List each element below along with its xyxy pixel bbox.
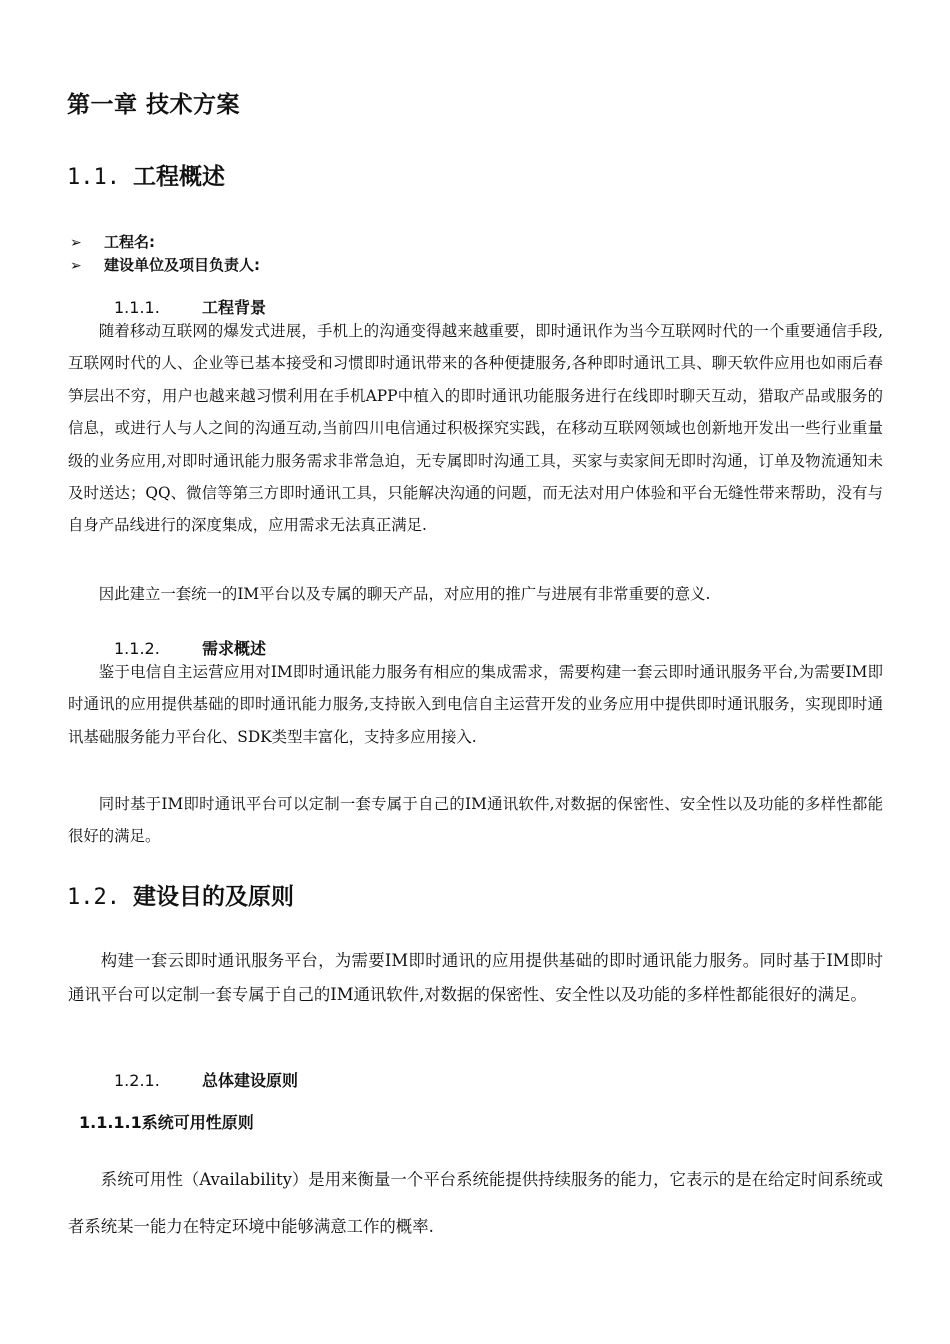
subsection-title: 工程背景 (202, 298, 267, 317)
section-title: 建设目的及原则 (133, 884, 294, 910)
body-paragraph: 随着移动互联网的爆发式进展，手机上的沟通变得越来越重要，即时通讯作为当今互联网时代的一个重要通信手段,互联网时代的人、企业等已基本接受和习惯即时通讯带来的各种便捷服务,各种即时通讯工具、聊天软件应用也如雨后春笋层出不穷，用户也越来越习惯利用在手机APP中植入的即时通讯功能服务进行在线即时聊天互动，猎取产品或服务的信息，或进行人与人之间的沟通互动,当前四川电信通过积极探究实践，在移动互联网领域也创新地开发出一些行业重量级的业务应用,对即时通讯能力服务需求非常急迫，无专属即时沟通工具，买家与卖家间无即时沟通，订单及物流通知未及时送达；QQ、微信等第三方即时通讯工具，只能解决沟通的问题，而无法对用户体验和平台无缝性带来帮助，没有与自身产品线进行的深度集成，应用需求无法真正满足. (68, 322, 883, 535)
bullet-text: 建设单位及项目负责人: (104, 256, 260, 274)
body-paragraph: 构建一套云即时通讯服务平台，为需要IM即时通讯的应用提供基础的即时通讯能力服务。同时基于IM即时通讯平台可以定制一套专属于自己的IM通讯软件,对数据的保密性、安全性以及功能的多样性都能很好的满足。 (68, 951, 883, 1004)
subsection-heading-1-2-1 (114, 1068, 298, 1091)
subsection-title: 需求概述 (202, 639, 267, 658)
body-paragraph: 鉴于电信自主运营应用对IM即时通讯能力服务有相应的集成需求，需要构建一套云即时通讯服务平台,为需要IM即时通讯的应用提供基础的即时通讯能力服务,支持嵌入到电信自主运营开发的业务应用中提供即时通讯服务，实现即时通讯基础服务能力平台化、SDK类型丰富化，支持多应用接入. (68, 663, 883, 746)
arrow-bullet-icon: ➢ (70, 258, 82, 274)
subsection-number: 1.2.1. (114, 1071, 160, 1090)
section-heading-1-2 (67, 878, 294, 911)
subsection-title: 总体建设原则 (202, 1071, 299, 1090)
bullet-item (70, 231, 155, 252)
body-paragraph: 同时基于IM即时通讯平台可以定制一套专属于自己的IM通讯软件,对数据的保密性、安全性以及功能的多样性都能很好的满足。 (68, 795, 883, 846)
subsection-number: 1.1.1. (114, 298, 160, 317)
bullet-text: 工程名: (104, 233, 155, 251)
section-number: 1.1. (67, 165, 120, 190)
bullet-item (70, 254, 260, 275)
body-paragraph: 系统可用性（Availability）是用来衡量一个平台系统能提供持续服务的能力，它表示的是在给定时间系统或者系统某一能力在特定环境中能够满意工作的概率. (68, 1170, 883, 1236)
subsection-number: 1.1.2. (114, 639, 160, 658)
section-title: 工程概述 (133, 164, 225, 190)
subsubsection-heading: 1.1.1.1系统可用性原则 (79, 1113, 254, 1132)
chapter-title: 第一章 技术方案 (67, 92, 241, 118)
arrow-bullet-icon: ➢ (70, 235, 82, 251)
body-paragraph: 因此建立一套统一的IM平台以及专属的聊天产品，对应用的推广与进展有非常重要的意义. (98, 585, 711, 603)
section-number: 1.2. (67, 885, 120, 910)
section-heading-1-1 (67, 158, 225, 191)
